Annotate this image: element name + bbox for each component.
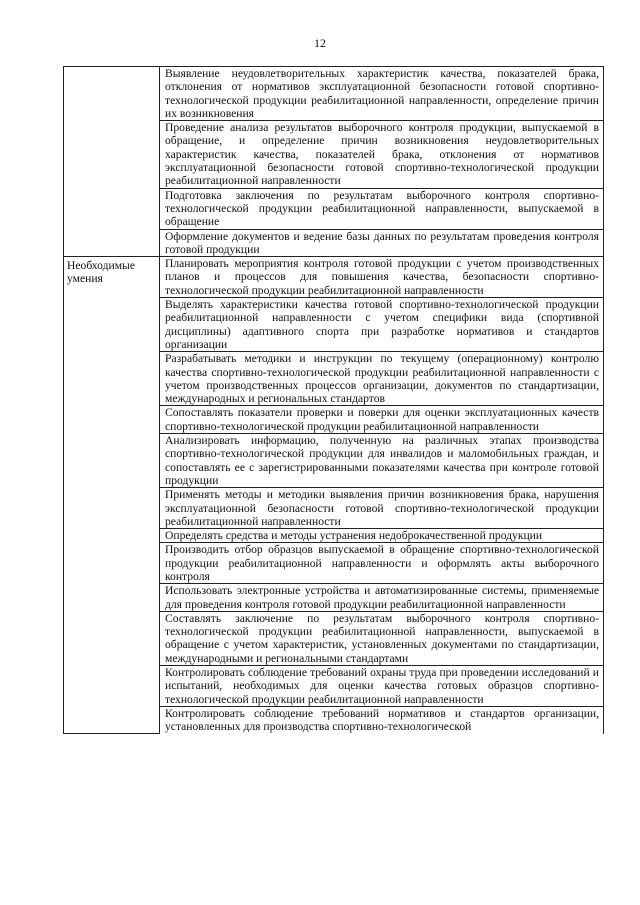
table-cell: Выделять характеристики качества готовой спортивно-технологической продукции реабилитационной направленности с учетом специфики вида (спортивной дисциплины) адаптивного спорта при разработке нормативов и стандартов организации	[160, 298, 604, 352]
table-row	[64, 257, 604, 298]
table-cell: Составлять заключение по результатам выборочного контроля спортивно-технологической продукции реабилитационной направленности, выпускаемой в обращение с учетом характеристик, установленных документами по стандартизации, международными и региональными стандартами	[160, 611, 604, 665]
table-cell: Контролировать соблюдение требований нормативов и стандартов организации, установленных для производства спортивно-технологической	[160, 706, 604, 733]
page-number: 12	[314, 36, 326, 50]
table-cell: Анализировать информацию, полученную на различных этапах производства спортивно-технологической продукции для инвалидов и маломобильных граждан, и сопоставлять ее с зарегистрированными показателями качества при контроле готовой продукции	[160, 434, 604, 488]
table-cell: Использовать электронные устройства и автоматизированные системы, применяемые для проведения контроля готовой продукции реабилитационной направленности	[160, 584, 604, 612]
table-cell: Контролировать соблюдение требований охраны труда при проведении исследований и испытаний, необходимых для оценки качества готовых образцов спортивно-технологической продукции реабилитационной направленности	[160, 666, 604, 707]
skills-label: Необходимые умения	[64, 257, 160, 734]
table-cell: Выявление неудовлетворительных характеристик качества, показателей брака, отклонения от нормативов эксплуатационной безопасности готовой спортивно-технологической продукции реабилитационной направленности, определение причин их возникновения	[160, 67, 604, 121]
table-cell: Применять методы и методики выявления причин возникновения брака, нарушения эксплуатационной безопасности готовой спортивно-технологической продукции реабилитационной направленности	[160, 488, 604, 529]
table-cell: Подготовка заключения по результатам выборочного контроля спортивно-технологической продукции реабилитационной направленности, выпускаемой в обращение	[160, 188, 604, 229]
table-cell: Оформление документов и ведение базы данных по результатам проведения контроля готовой продукции	[160, 229, 604, 257]
table-cell: Определять средства и методы устранения недоброкачественной продукции	[160, 529, 604, 543]
table-cell: Производить отбор образцов выпускаемой в обращение спортивно-технологической продукции реабилитационной направленности и оформлять акты выборочного контроля	[160, 543, 604, 584]
requirements-table	[63, 66, 604, 734]
table-cell: Планировать мероприятия контроля готовой продукции с учетом производственных планов и процессов для повышения качества, безопасности спортивно-технологической продукции реабилитационной направленности	[160, 257, 604, 298]
empty-label-cell	[64, 67, 160, 257]
table-cell: Проведение анализа результатов выборочного контроля продукции, выпускаемой в обращение, и определение причин возникновения неудовлетворительных характеристик качества, показателей брака, отклонения от нормативов эксплуатационной безопасности готовой спортивно-технологической продукции реабилитационной направленности	[160, 121, 604, 188]
table-cell: Разрабатывать методики и инструкции по текущему (операционному) контролю качества спортивно-технологической продукции реабилитационной направленности с учетом производственных процессов организации, документов по стандартизации, международных и региональных стандартов	[160, 352, 604, 406]
table-row	[64, 67, 604, 121]
scan-edge	[0, 897, 640, 905]
table-cell: Сопоставлять показатели проверки и поверки для оценки эксплуатационных качеств спортивно-технологической продукции реабилитационной направленности	[160, 406, 604, 434]
